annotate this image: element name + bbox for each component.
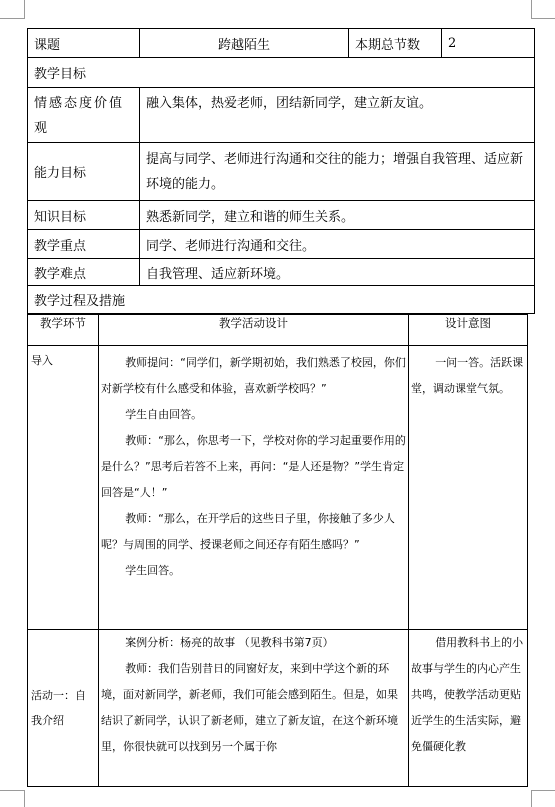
hours-label: 本期总节数 — [349, 29, 442, 58]
crop-mark-top-left-h — [0, 18, 24, 19]
difficulty-label: 教学难点 — [28, 259, 140, 286]
topic-value: 跨越陌生 — [140, 29, 349, 58]
crop-mark-top-right-h — [531, 18, 555, 19]
emotion-label: 情感态度价值观 — [28, 88, 140, 143]
crop-mark-bottom-right-h — [531, 790, 555, 791]
intent-text: 借用教科书上的小故事与学生的内心产生共鸣，使教学活动更贴近学生的生活实际，避免僵硬化教 — [411, 636, 524, 753]
table-row — [28, 630, 528, 787]
header-intent: 设计意图 — [409, 315, 528, 346]
key-label: 教学重点 — [28, 230, 140, 259]
intent-text: 一问一答。活跃课堂，调动课堂气氛。 — [411, 356, 524, 395]
activity-cell — [99, 630, 409, 787]
header-stage: 教学环节 — [28, 315, 99, 346]
activity-cell — [99, 346, 409, 630]
key-text: 同学、老师进行沟通和交往。 — [140, 230, 535, 259]
crop-mark-bottom-right-v — [531, 790, 532, 807]
intent-cell — [409, 630, 528, 787]
knowledge-label: 知识目标 — [28, 201, 140, 230]
crop-mark-bottom-left-v — [24, 790, 25, 807]
activity-paragraph: 学生自由回答。 — [125, 408, 203, 421]
process-heading: 教学过程及措施 — [28, 286, 535, 314]
crop-mark-top-right-v — [531, 0, 532, 19]
stage-cell: 导入 — [28, 346, 99, 630]
activity-paragraph: 教师：我们告别昔日的同窗好友，来到中学这个新的环境，面对新同学，新老师，我们可能会感到陌生。但是，如果结识了新同学，认识了新老师，建立了新友谊，在这个新环境里，你很快就可以找到另一个属于你 — [101, 662, 398, 753]
activity-paragraph: 学生回答。 — [125, 564, 181, 577]
crop-mark-top-left-v — [24, 0, 25, 19]
difficulty-text: 自我管理、适应新环境。 — [140, 259, 535, 286]
emotion-text: 融入集体，热爱老师，团结新同学，建立新友谊。 — [140, 88, 535, 143]
crop-mark-bottom-left-h — [0, 790, 24, 791]
stage-cell: 活动一：自我介绍 — [28, 630, 99, 787]
process-table — [27, 314, 528, 787]
activity-paragraph: 教师：“那么，在开学后的这些日子里，你接触了多少人呢？与周围的同学、授课老师之间还存有陌生感吗？” — [101, 512, 395, 551]
ability-label: 能力目标 — [28, 143, 140, 201]
lesson-info-table — [27, 28, 535, 314]
activity-paragraph: 教师提问：“同学们，新学期初始，我们熟悉了校园，你们对新学校有什么感受和体验，喜欢新学校吗？” — [101, 356, 406, 395]
table-row — [28, 346, 528, 630]
ability-text: 提高与同学、老师进行沟通和交往的能力；增强自我管理、适应新环境的能力。 — [140, 143, 535, 201]
process-header-row — [28, 315, 528, 346]
intent-cell — [409, 346, 528, 630]
activity-paragraph: 案例分析：杨亮的故事 （见教科书第7页） — [125, 636, 334, 649]
activity-paragraph: 教师：“那么，你思考一下，学校对你的学习起重要作用的是什么？”思考后若答不上来，再问：“是人还是物？”学生肯定回答是“人！” — [101, 434, 406, 499]
goals-heading: 教学目标 — [28, 58, 535, 88]
hours-value: 2 — [442, 29, 535, 58]
topic-label: 课题 — [28, 29, 140, 58]
header-activity: 教学活动设计 — [99, 315, 409, 346]
knowledge-text: 熟悉新同学，建立和谐的师生关系。 — [140, 201, 535, 230]
